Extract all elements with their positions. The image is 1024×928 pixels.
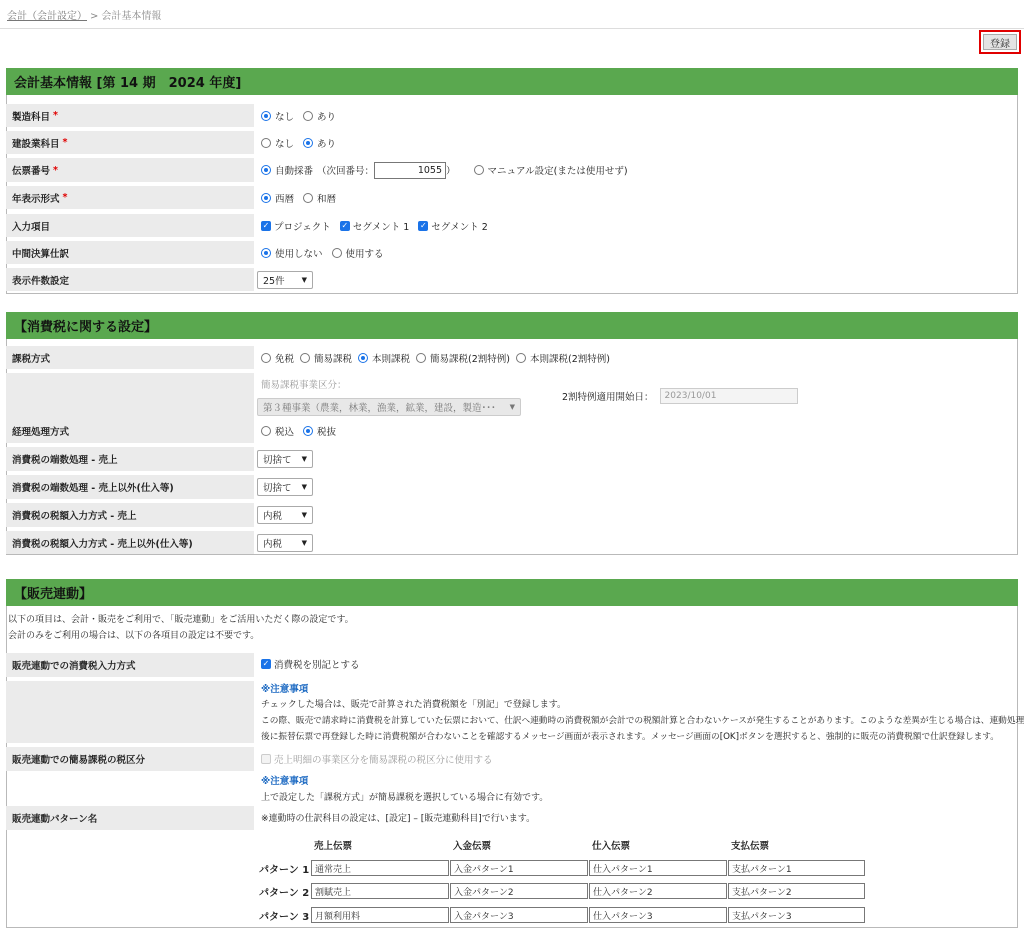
note-title: ※注意事項: [261, 683, 309, 695]
chevron-down-icon: ▼: [301, 455, 307, 463]
input-items-checkbox-group: [261, 214, 497, 237]
tax-simple-radio[interactable]: 簡易課税: [300, 351, 352, 365]
pattern-note: ※連動時の仕訳科目の設定は、[設定] – [販売連動科目]で行います。: [261, 813, 536, 824]
breadcrumb-parent-link[interactable]: 会計（会計設定）: [7, 11, 87, 22]
voucher-next-suffix: ）: [446, 166, 456, 177]
year-format-label: 年表示形式 *: [6, 186, 254, 209]
accounting-method-radio-group: [261, 419, 345, 443]
simple-tax-checkbox[interactable]: 売上明細の事業区分を簡易課税の税区分に使用する: [261, 751, 493, 767]
interim-yes-radio[interactable]: 使用する: [332, 246, 384, 260]
pattern-2-purchase-input[interactable]: 仕入パターン2: [589, 883, 727, 899]
chevron-down-icon: ▼: [301, 538, 307, 547]
pattern-3-purchase-input[interactable]: 仕入パターン3: [589, 907, 727, 923]
manufacturing-none-radio[interactable]: なし: [261, 109, 294, 123]
interim-radio-group: [261, 241, 393, 264]
pattern-3-label: パターン 3: [259, 912, 310, 923]
year-western-radio[interactable]: 西暦: [261, 191, 294, 205]
voucher-next-prefix: （次回番号：: [317, 166, 375, 177]
business-category-cell: [257, 397, 521, 417]
simple-tax-label: 販売連動での簡易課税の税区分: [6, 747, 254, 771]
rounding-other-label: 消費税の端数処理 - 売上以外(仕入等): [6, 475, 254, 499]
manufacturing-yes-radio[interactable]: あり: [303, 109, 336, 123]
pattern-1-payment-input[interactable]: 支払パターン1: [728, 860, 865, 876]
special-date-input[interactable]: 2023/10/01: [660, 388, 798, 404]
entry-sales-cell: [257, 503, 313, 527]
pattern-2-label: パターン 2: [259, 888, 310, 899]
project-checkbox[interactable]: ✓ プロジェクト: [262, 220, 331, 233]
sales-intro-line2: 会計のみをご利用の場合は、以下の各項目の設定は不要です。: [8, 631, 260, 641]
chevron-down-icon: ▼: [301, 511, 307, 519]
sales-section-header: 【販売連動】: [6, 579, 1018, 606]
voucher-manual-radio[interactable]: マニュアル設定(または使用せず): [474, 163, 628, 177]
column-header-payment-voucher: 支払伝票: [731, 841, 770, 852]
chevron-down-icon: ▼: [301, 275, 307, 284]
note-line2: この際、販売で請求時に消費税を計算していた伝票において、仕訳へ連動時の消費税額が会計での税額計算と合わないケースが発生することがあります。このような差異が生じる場合は、連動処理: [261, 715, 1024, 726]
separate-tax-checkbox[interactable]: ✓ 消費税を別記とする: [262, 659, 360, 671]
header-divider: [0, 28, 1024, 29]
interim-no-radio[interactable]: 使用しない: [261, 246, 323, 260]
voucher-label: 伝票番号 *: [6, 158, 254, 182]
input-items-label: 入力項目: [6, 214, 254, 237]
rounding-sales-cell: [257, 447, 313, 471]
pattern-3-receipt-input[interactable]: 入金パターン3: [450, 907, 588, 923]
entry-other-select[interactable]: 内税 ▼: [257, 534, 313, 552]
note-line1: チェックした場合は、販売で計算された消費税額を「別記」で登録します。: [261, 700, 567, 710]
business-category-select[interactable]: 第３種事業（農業，林業，漁業，鉱業，建設，製造･･･ ▼: [257, 398, 521, 416]
pattern-3-sales-input[interactable]: 月額利用料: [311, 907, 449, 923]
entry-other-label: 消費税の税額入力方式 - 売上以外(仕入等): [6, 531, 254, 554]
voucher-next-number-input[interactable]: 1055: [374, 162, 446, 179]
pattern-2-sales-input[interactable]: 割賦売上: [311, 883, 449, 899]
sales-intro-line1: 以下の項目は、会計・販売をご利用で、「販売連動」をご活用いただく際の設定です。: [8, 615, 354, 625]
manufacturing-radio-group: [261, 104, 345, 127]
tax-exempt-radio[interactable]: 免税: [261, 351, 294, 365]
pattern-1-sales-input[interactable]: 通常売上: [311, 860, 449, 876]
basic-section-header: 会計基本情報 [第 14 期 2024 年度]: [6, 68, 1018, 95]
segment1-checkbox[interactable]: ✓ セグメント 1: [341, 220, 410, 233]
column-header-purchase-voucher: 仕入伝票: [592, 841, 631, 852]
column-header-receipt-voucher: 入金伝票: [453, 841, 492, 852]
voucher-auto-radio[interactable]: 自動採番: [261, 163, 313, 177]
construction-radio-group: [261, 131, 345, 154]
register-button-frame: [979, 30, 1021, 54]
sales-tax-entry-label: 販売連動での消費税入力方式: [6, 653, 254, 677]
pattern-3-payment-input[interactable]: 支払パターン3: [728, 907, 865, 923]
segment2-checkbox[interactable]: ✓ セグメント 2: [419, 220, 488, 233]
voucher-radio-group: [261, 158, 637, 182]
breadcrumb: [7, 7, 161, 22]
year-japanese-radio[interactable]: 和暦: [303, 191, 336, 205]
tax-method-sub-label: [6, 373, 254, 419]
manufacturing-label: 製造科目 *: [6, 104, 254, 127]
breadcrumb-current: 会計基本情報: [101, 11, 162, 22]
rounding-other-cell: [257, 475, 313, 499]
pattern-2-payment-input[interactable]: 支払パターン2: [728, 883, 865, 899]
pattern-name-label: 販売連動パターン名: [6, 806, 254, 830]
display-count-cell: [257, 268, 313, 291]
chevron-down-icon: ▼: [509, 403, 515, 411]
note-title-2: ※注意事項: [261, 775, 309, 787]
rounding-other-select[interactable]: 切捨て ▼: [257, 478, 313, 496]
tax-simple-special-radio[interactable]: 簡易課税(2割特例): [416, 351, 510, 365]
display-count-select[interactable]: 25件 ▼: [257, 271, 313, 289]
accounting-method-label: 経理処理方式: [6, 419, 254, 443]
tax-standard-special-radio[interactable]: 本則課税(2割特例): [516, 351, 610, 365]
special-date-row: [562, 387, 798, 405]
chevron-down-icon: ▼: [301, 483, 307, 491]
sales-tax-entry-sub-label: [6, 681, 254, 743]
year-format-radio-group: [261, 186, 345, 209]
construction-none-radio[interactable]: なし: [261, 136, 294, 150]
rounding-sales-label: 消費税の端数処理 - 売上: [6, 447, 254, 471]
rounding-sales-select[interactable]: 切捨て ▼: [257, 450, 313, 468]
pattern-1-receipt-input[interactable]: 入金パターン1: [450, 860, 588, 876]
breadcrumb-separator: >: [90, 11, 99, 22]
business-category-label: 簡易課税事業区分：: [261, 380, 347, 391]
construction-label: 建設業科目 *: [6, 131, 254, 154]
entry-sales-label: 消費税の税額入力方式 - 売上: [6, 503, 254, 527]
display-count-label: 表示件数設定: [6, 268, 254, 291]
tax-section-header: 【消費税に関する設定】: [6, 312, 1018, 339]
tax-included-radio[interactable]: 税込: [261, 424, 294, 438]
pattern-1-label: パターン 1: [259, 865, 310, 876]
interim-label: 中間決算仕訳: [6, 241, 254, 264]
pattern-1-purchase-input[interactable]: 仕入パターン1: [589, 860, 727, 876]
column-header-sales-voucher: 売上伝票: [314, 841, 353, 852]
note-line4: 上で設定した「課税方式」が簡易課税を選択している場合に有効です。: [261, 793, 549, 803]
construction-yes-radio[interactable]: あり: [303, 136, 336, 150]
tax-method-label: 課税方式: [6, 346, 254, 369]
entry-sales-select[interactable]: 内税 ▼: [257, 506, 313, 524]
tax-method-radio-group: [261, 346, 619, 369]
pattern-2-receipt-input[interactable]: 入金パターン2: [450, 883, 588, 899]
tax-excluded-radio[interactable]: 税抜: [303, 424, 336, 438]
entry-other-cell: [257, 531, 313, 554]
note-line3: 後に振替伝票で再登録した時に消費税額が合わないことを確認するメッセージ画面が表示されます。メッセージ画面の[OK]ボタンを選択すると、強制的に販売の消費税額で仕訳登録します。: [261, 731, 999, 742]
register-button[interactable]: 登録: [983, 34, 1017, 50]
tax-standard-radio[interactable]: 本則課税: [358, 351, 410, 365]
special-date-label: 2割特例適用開始日：: [562, 392, 654, 403]
